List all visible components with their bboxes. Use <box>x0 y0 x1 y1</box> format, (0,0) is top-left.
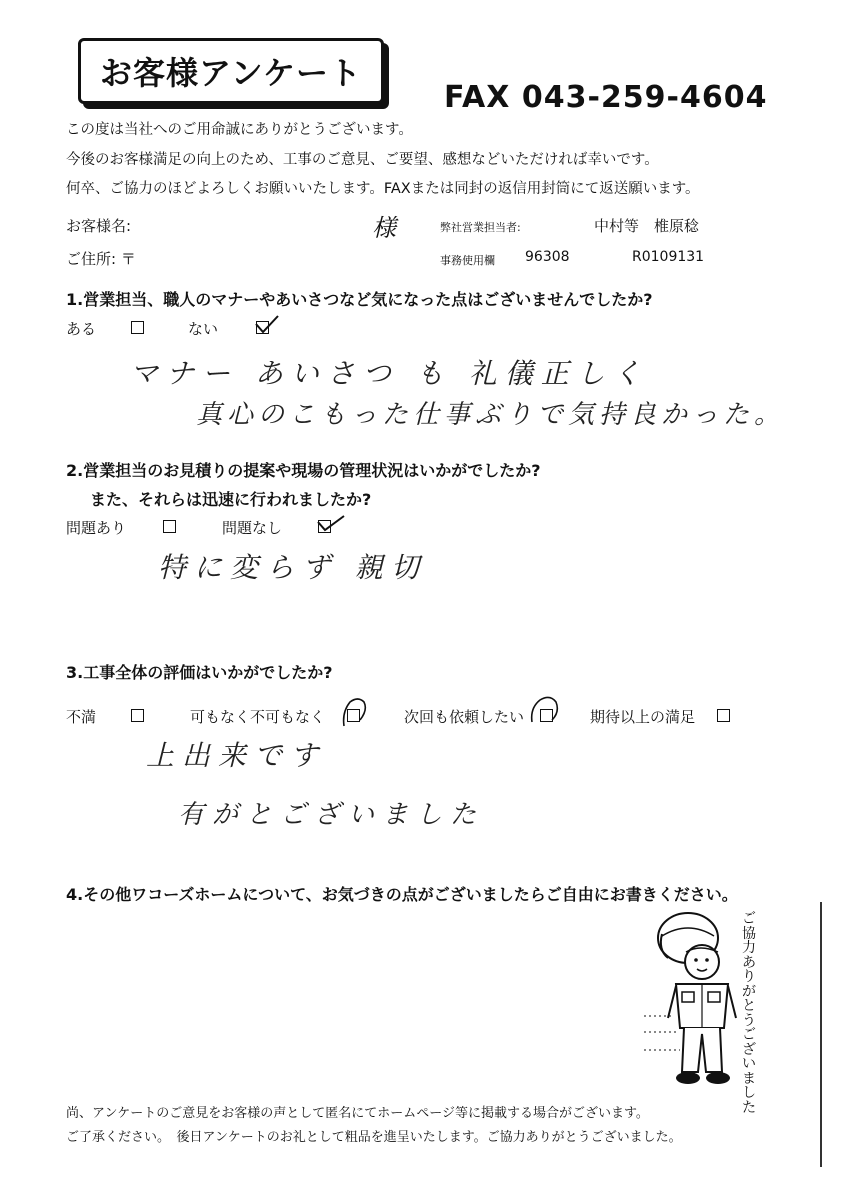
check-mark-icon <box>254 314 280 336</box>
survey-title: お客様アンケート <box>99 54 363 92</box>
q3-option-label: 可もなく不可もなく <box>190 708 326 726</box>
worker-mascot-illustration <box>640 900 750 1095</box>
scribble-mark-icon <box>340 696 370 730</box>
right-margin-line <box>820 902 822 1167</box>
question-4: 4.その他ワコーズホームについて、お気づきの点がございましたらご自由にお書きください。 <box>66 885 738 904</box>
intro-line-3: 何卒、ご協力のほどよろしくお願いいたします。FAXまたは同封の返信用封筒にて返送願います。 <box>66 181 700 197</box>
q3-checkbox-dissatisfied[interactable] <box>131 709 144 722</box>
q2-answer-line-1: 特に変らず 親切 <box>158 551 427 584</box>
intro-line-2: 今後のお客様満足の向上のため、工事のご意見、ご要望、感想などいただければ幸いです。 <box>66 152 659 168</box>
intro-line-1: この度は当社へのご用命誠にありがとうございます。 <box>66 122 413 138</box>
fax-number: FAX 043-259-4604 <box>444 80 768 115</box>
q1-option-label: ある <box>66 320 97 338</box>
check-circle-icon <box>528 694 562 730</box>
q1-option-label: ない <box>188 320 219 338</box>
sales-rep-label: 弊社営業担当者: <box>440 221 521 234</box>
question-2-sub: また、それらは迅速に行われましたか? <box>90 490 372 509</box>
office-use-label: 事務使用欄 <box>440 254 495 267</box>
q2-checkbox-problem[interactable] <box>163 520 176 533</box>
office-number-2: R0109131 <box>632 249 705 265</box>
q3-option-label: 次回も依頼したい <box>404 708 525 726</box>
question-3: 3.工事全体の評価はいかがでしたか? <box>66 663 333 682</box>
q3-option-label: 期待以上の満足 <box>590 708 696 726</box>
customer-name-label: お客様名: <box>66 217 132 235</box>
office-number-1: 96308 <box>525 249 570 265</box>
question-2: 2.営業担当のお見積りの提案や現場の管理状況はいかがでしたか? <box>66 461 541 480</box>
q3-option-label: 不満 <box>66 708 97 726</box>
customer-name-suffix: 様 <box>372 214 396 242</box>
check-mark-icon <box>316 512 346 534</box>
mascot-vertical-thanks: ご協力ありがとうございました <box>742 911 756 1116</box>
sales-rep-names: 中村等 椎原稔 <box>594 217 700 235</box>
q1-answer-line-1: マナー あいさつ も 礼儀正しく <box>130 357 649 390</box>
footer-line-2: ご了承ください。 後日アンケートのお礼として粗品を進呈いたします。ご協力ありがとうございました。 <box>66 1130 682 1145</box>
q2-option-label: 問題あり <box>66 519 127 537</box>
footer-line-1: 尚、アンケートのご意見をお客様の声として匿名にてホームページ等に掲載する場合がございます。 <box>66 1106 649 1121</box>
q1-answer-line-2: 真心のこもった仕事ぶりで気持良かった。 <box>196 400 786 430</box>
q2-option-label: 問題なし <box>222 519 283 537</box>
q3-answer-line-2: 有がとございました <box>178 800 485 830</box>
q1-checkbox-aru[interactable] <box>131 321 144 334</box>
address-label: ご住所: 〒 <box>66 250 136 268</box>
q3-answer-line-1: 上出来です <box>146 739 327 772</box>
survey-title-box <box>78 38 384 104</box>
q3-checkbox-exceeded[interactable] <box>717 709 730 722</box>
question-1: 1.営業担当、職人のマナーやあいさつなど気になった点はございませんでしたか? <box>66 290 653 309</box>
